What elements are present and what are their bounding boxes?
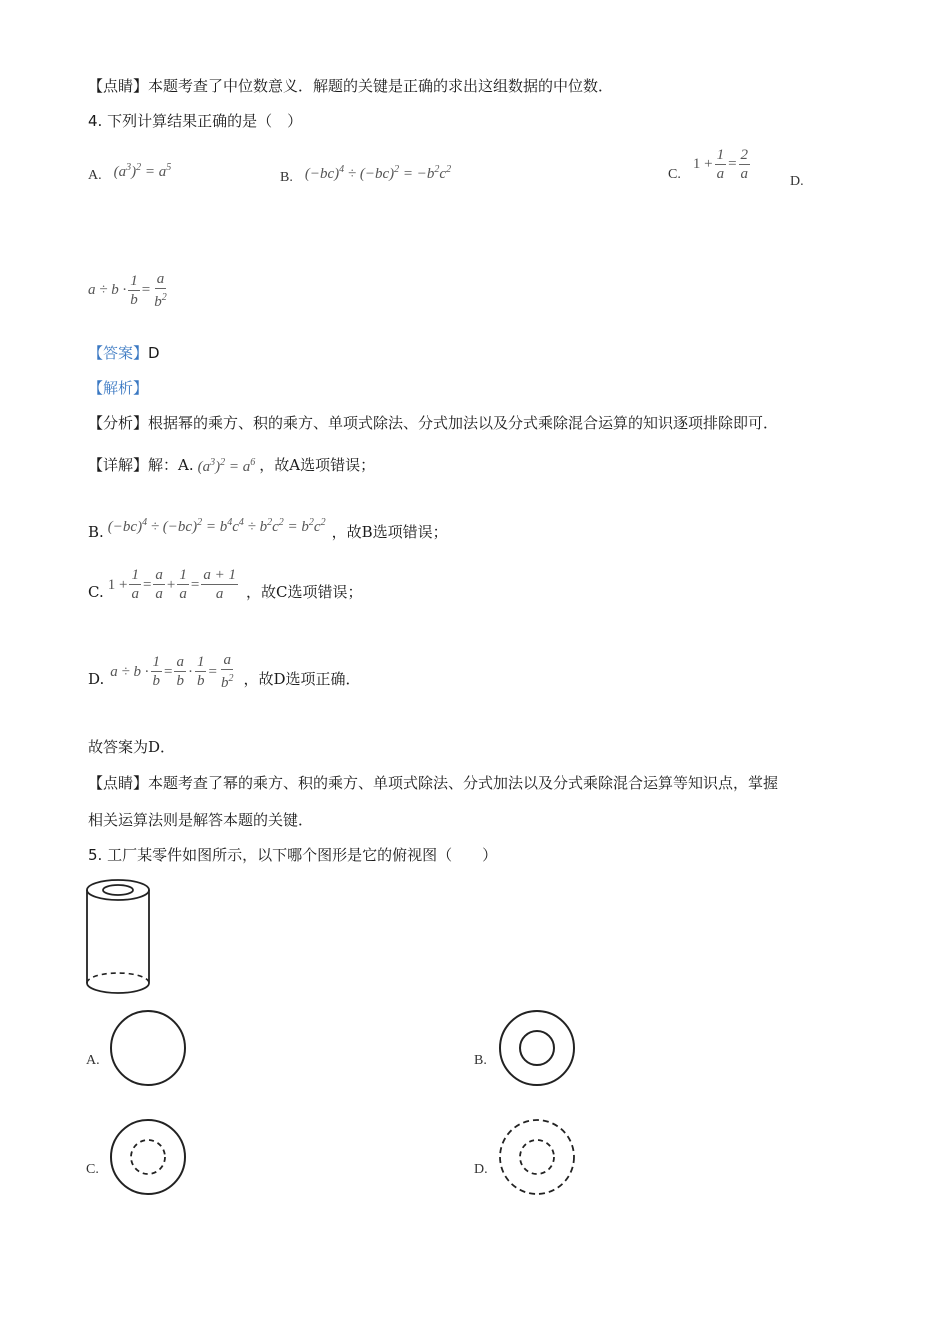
q5-option-c-label: C. [86, 1162, 99, 1177]
q4-option-b-formula: $(-bc)^4 \div (-bc)^2 = -b^2c^2$ [304, 163, 452, 182]
answer-value: D [148, 344, 160, 362]
q4-detail-d: D. a ÷ b · $\frac{1}{b}$ = $\frac{a}{b}$ · $\frac{1}{b}$ = $\frac{a}{b^2}$ ，故D选项正确． [88, 652, 361, 691]
q5-option-d-label: D. [474, 1162, 488, 1177]
detail-a-suffix: ，故A选项错误； [259, 456, 376, 474]
q4-option-a-formula: $(a^3)^2 = a^5$ [113, 161, 172, 180]
detail-b-suffix: ，故B选项错误； [331, 523, 448, 541]
detail-c-suffix: ，故C选项错误； [245, 582, 363, 601]
detail-c-label: C. [88, 582, 104, 601]
q4-tip-line1: 【点睛】本题考查了幂的乘方、积的乘方、单项式除法、分式加法以及分式乘除混合运算等知识点，掌握 [88, 774, 779, 792]
q4-option-a-label: A. [88, 168, 102, 183]
answer-tag-text: 【答案】 [88, 344, 149, 362]
q5-option-b-concentric-solid-icon [496, 1008, 578, 1090]
answer-tag [88, 343, 160, 363]
q4-option-c: C. 1 + $\frac{1}{a}$ = $\frac{2}{a}$ [668, 146, 749, 182]
q4-option-d-label: D. [790, 174, 804, 189]
detail-prefix: 【详解】解：A. [88, 456, 194, 474]
q4-option-b [280, 160, 451, 186]
q4-stem: 4. 下列计算结果正确的是（ ） [88, 112, 303, 130]
analysis-tag: 【解析】 [88, 379, 149, 397]
q3-tip: 【点睛】本题考查了中位数意义．解题的关键是正确的求出这组数据的中位数． [88, 77, 614, 95]
q5-option-c-dashed-inner-icon [108, 1117, 190, 1199]
q4-tip-line2: 相关运算法则是解答本题的关键． [88, 811, 314, 829]
q5-option-d-all-dashed-icon [496, 1117, 578, 1199]
detail-d-suffix: ，故D选项正确． [243, 669, 361, 688]
q5-option-a-label: A. [86, 1053, 100, 1068]
q4-option-a [88, 158, 171, 184]
q4-option-c-label: C. [668, 167, 681, 182]
q4-option-d-formula: a ÷ b · $\frac{1}{b}$ = $\frac{a}{b^2}$ [88, 271, 167, 310]
detail-b-label: B. [88, 523, 104, 541]
hollow-cylinder-figure [80, 876, 160, 1000]
q4-detail-c: C. 1 + $\frac{1}{a}$ = $\frac{a}{a}$ + $\frac{1}{a}$ = $\frac{a + 1}{a}$ ，故C选项错误； [88, 567, 363, 602]
q5-option-a-circle-icon [108, 1008, 190, 1090]
q4-analysis: 【分析】根据幂的乘方、积的乘方、单项式除法、分式加法以及分式乘除混合运算的知识逐项排除即可． [88, 414, 779, 432]
q4-conclusion: 故答案为D． [88, 738, 176, 756]
q5-option-b-label: B. [474, 1053, 487, 1068]
q4-detail-a: 【详解】解：A. $(a^3)^2 = a^6$ ，故A选项错误； [88, 456, 376, 475]
q5-stem: 5. 工厂某零件如图所示，以下哪个图形是它的俯视图（ ） [88, 846, 498, 864]
q4-option-b-label: B. [280, 170, 293, 185]
q4-detail-b: B. $(-bc)^4 \div (-bc)^2 = b^4c^4 \div b^2c^2 = b^2c^2$ ，故B选项错误； [88, 517, 448, 541]
detail-d-label: D. [88, 669, 105, 688]
